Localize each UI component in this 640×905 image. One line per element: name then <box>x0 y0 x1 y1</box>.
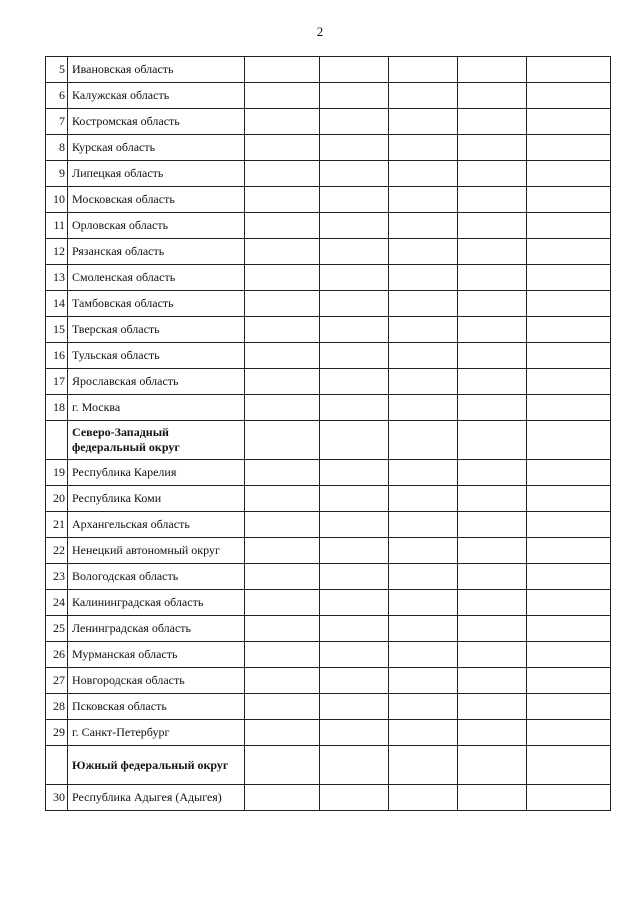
row-number: 27 <box>46 668 68 694</box>
empty-cell <box>527 785 611 811</box>
empty-cell <box>245 746 320 785</box>
region-name: Тверская область <box>68 317 245 343</box>
region-name: Костромская область <box>68 109 245 135</box>
empty-cell <box>320 512 389 538</box>
table-row <box>46 239 611 265</box>
row-number: 6 <box>46 83 68 109</box>
empty-cell <box>527 616 611 642</box>
empty-cell <box>389 486 458 512</box>
empty-cell <box>458 135 527 161</box>
empty-cell <box>389 291 458 317</box>
row-number: 9 <box>46 161 68 187</box>
empty-cell <box>389 616 458 642</box>
row-number: 22 <box>46 538 68 564</box>
table-row <box>46 616 611 642</box>
empty-cell <box>389 239 458 265</box>
row-number: 8 <box>46 135 68 161</box>
empty-cell <box>458 512 527 538</box>
row-number: 24 <box>46 590 68 616</box>
district-name: Северо-Западный федеральный округ <box>68 421 245 460</box>
empty-cell <box>245 538 320 564</box>
empty-cell <box>458 616 527 642</box>
table-row <box>46 642 611 668</box>
empty-cell <box>389 421 458 460</box>
empty-cell <box>320 590 389 616</box>
region-name: Калининградская область <box>68 590 245 616</box>
empty-cell <box>245 694 320 720</box>
empty-cell <box>527 83 611 109</box>
region-name: Республика Карелия <box>68 460 245 486</box>
empty-cell <box>458 239 527 265</box>
empty-cell <box>320 135 389 161</box>
region-name: Московская область <box>68 187 245 213</box>
empty-cell <box>320 720 389 746</box>
region-name: Ленинградская область <box>68 616 245 642</box>
empty-cell <box>320 746 389 785</box>
row-number: 25 <box>46 616 68 642</box>
district-header-row <box>46 746 611 785</box>
empty-cell <box>458 590 527 616</box>
empty-cell <box>245 317 320 343</box>
table-row <box>46 720 611 746</box>
empty-cell <box>320 395 389 421</box>
table-row <box>46 317 611 343</box>
empty-cell <box>320 291 389 317</box>
table-row <box>46 291 611 317</box>
empty-cell <box>320 109 389 135</box>
row-number: 11 <box>46 213 68 239</box>
empty-cell <box>245 239 320 265</box>
row-number: 12 <box>46 239 68 265</box>
table-row <box>46 785 611 811</box>
row-number <box>46 421 68 460</box>
row-number: 7 <box>46 109 68 135</box>
empty-cell <box>245 135 320 161</box>
region-name: Ярославская область <box>68 369 245 395</box>
region-name: Псковская область <box>68 694 245 720</box>
empty-cell <box>458 746 527 785</box>
table-row <box>46 83 611 109</box>
empty-cell <box>527 161 611 187</box>
empty-cell <box>458 460 527 486</box>
empty-cell <box>389 642 458 668</box>
row-number: 30 <box>46 785 68 811</box>
empty-cell <box>320 317 389 343</box>
empty-cell <box>245 486 320 512</box>
empty-cell <box>527 746 611 785</box>
empty-cell <box>458 486 527 512</box>
empty-cell <box>527 720 611 746</box>
empty-cell <box>389 317 458 343</box>
region-name: Калужская область <box>68 83 245 109</box>
empty-cell <box>245 668 320 694</box>
empty-cell <box>320 616 389 642</box>
empty-cell <box>527 369 611 395</box>
empty-cell <box>527 421 611 460</box>
empty-cell <box>320 460 389 486</box>
empty-cell <box>527 213 611 239</box>
district-name: Южный федеральный округ <box>68 746 245 785</box>
empty-cell <box>458 421 527 460</box>
table-row <box>46 538 611 564</box>
empty-cell <box>389 57 458 83</box>
table-row <box>46 512 611 538</box>
row-number: 20 <box>46 486 68 512</box>
empty-cell <box>389 83 458 109</box>
region-name: Курская область <box>68 135 245 161</box>
empty-cell <box>458 538 527 564</box>
empty-cell <box>245 213 320 239</box>
region-name: Вологодская область <box>68 564 245 590</box>
region-name: г. Санкт-Петербург <box>68 720 245 746</box>
region-name: г. Москва <box>68 395 245 421</box>
table-row <box>46 161 611 187</box>
empty-cell <box>458 109 527 135</box>
row-number: 13 <box>46 265 68 291</box>
row-number: 23 <box>46 564 68 590</box>
region-name: Липецкая область <box>68 161 245 187</box>
empty-cell <box>389 213 458 239</box>
region-name: Ненецкий автономный округ <box>68 538 245 564</box>
table-row <box>46 135 611 161</box>
empty-cell <box>527 109 611 135</box>
empty-cell <box>245 265 320 291</box>
empty-cell <box>389 343 458 369</box>
empty-cell <box>245 291 320 317</box>
table-row <box>46 187 611 213</box>
empty-cell <box>458 187 527 213</box>
empty-cell <box>458 720 527 746</box>
row-number: 21 <box>46 512 68 538</box>
empty-cell <box>458 291 527 317</box>
table-row <box>46 486 611 512</box>
empty-cell <box>245 512 320 538</box>
empty-cell <box>458 668 527 694</box>
empty-cell <box>458 57 527 83</box>
regions-table-body <box>46 57 611 811</box>
empty-cell <box>320 564 389 590</box>
empty-cell <box>320 421 389 460</box>
empty-cell <box>389 135 458 161</box>
table-row <box>46 343 611 369</box>
empty-cell <box>389 720 458 746</box>
empty-cell <box>527 460 611 486</box>
empty-cell <box>320 187 389 213</box>
row-number: 17 <box>46 369 68 395</box>
empty-cell <box>527 694 611 720</box>
empty-cell <box>527 265 611 291</box>
region-name: Мурманская область <box>68 642 245 668</box>
empty-cell <box>245 564 320 590</box>
empty-cell <box>320 538 389 564</box>
row-number: 5 <box>46 57 68 83</box>
table-row <box>46 265 611 291</box>
empty-cell <box>245 109 320 135</box>
empty-cell <box>320 642 389 668</box>
empty-cell <box>389 694 458 720</box>
empty-cell <box>527 486 611 512</box>
row-number <box>46 746 68 785</box>
empty-cell <box>458 213 527 239</box>
empty-cell <box>320 239 389 265</box>
region-name: Республика Адыгея (Адыгея) <box>68 785 245 811</box>
region-name: Тамбовская область <box>68 291 245 317</box>
empty-cell <box>245 421 320 460</box>
empty-cell <box>389 590 458 616</box>
empty-cell <box>245 187 320 213</box>
row-number: 10 <box>46 187 68 213</box>
empty-cell <box>245 83 320 109</box>
empty-cell <box>527 668 611 694</box>
empty-cell <box>527 57 611 83</box>
table-row <box>46 668 611 694</box>
empty-cell <box>245 785 320 811</box>
empty-cell <box>245 57 320 83</box>
empty-cell <box>320 343 389 369</box>
row-number: 18 <box>46 395 68 421</box>
table-row <box>46 213 611 239</box>
region-name: Рязанская область <box>68 239 245 265</box>
empty-cell <box>527 395 611 421</box>
empty-cell <box>458 161 527 187</box>
empty-cell <box>527 564 611 590</box>
empty-cell <box>389 564 458 590</box>
empty-cell <box>389 668 458 694</box>
region-name: Тульская область <box>68 343 245 369</box>
empty-cell <box>527 291 611 317</box>
empty-cell <box>389 109 458 135</box>
empty-cell <box>527 317 611 343</box>
table-row <box>46 460 611 486</box>
empty-cell <box>527 512 611 538</box>
empty-cell <box>458 564 527 590</box>
table-row <box>46 369 611 395</box>
table-row <box>46 57 611 83</box>
empty-cell <box>527 239 611 265</box>
empty-cell <box>389 512 458 538</box>
empty-cell <box>458 83 527 109</box>
row-number: 29 <box>46 720 68 746</box>
row-number: 28 <box>46 694 68 720</box>
empty-cell <box>458 785 527 811</box>
empty-cell <box>245 395 320 421</box>
empty-cell <box>245 590 320 616</box>
empty-cell <box>389 785 458 811</box>
empty-cell <box>245 369 320 395</box>
empty-cell <box>389 395 458 421</box>
empty-cell <box>389 265 458 291</box>
empty-cell <box>320 161 389 187</box>
table-row <box>46 590 611 616</box>
empty-cell <box>245 720 320 746</box>
empty-cell <box>320 694 389 720</box>
empty-cell <box>527 538 611 564</box>
empty-cell <box>527 187 611 213</box>
empty-cell <box>458 642 527 668</box>
region-name: Орловская область <box>68 213 245 239</box>
region-name: Архангельская область <box>68 512 245 538</box>
empty-cell <box>389 460 458 486</box>
empty-cell <box>320 213 389 239</box>
empty-cell <box>458 694 527 720</box>
row-number: 15 <box>46 317 68 343</box>
empty-cell <box>458 317 527 343</box>
region-name: Новгородская область <box>68 668 245 694</box>
empty-cell <box>458 395 527 421</box>
empty-cell <box>527 642 611 668</box>
table-row <box>46 109 611 135</box>
empty-cell <box>527 135 611 161</box>
empty-cell <box>389 538 458 564</box>
empty-cell <box>458 343 527 369</box>
empty-cell <box>245 161 320 187</box>
empty-cell <box>458 265 527 291</box>
page-number: 2 <box>316 24 324 39</box>
empty-cell <box>458 369 527 395</box>
empty-cell <box>245 343 320 369</box>
empty-cell <box>245 460 320 486</box>
empty-cell <box>320 57 389 83</box>
row-number: 14 <box>46 291 68 317</box>
empty-cell <box>389 187 458 213</box>
table-row <box>46 564 611 590</box>
empty-cell <box>245 616 320 642</box>
region-name: Ивановская область <box>68 57 245 83</box>
table-row <box>46 694 611 720</box>
empty-cell <box>320 486 389 512</box>
district-header-row <box>46 421 611 460</box>
row-number: 19 <box>46 460 68 486</box>
regions-table <box>45 56 611 811</box>
empty-cell <box>527 343 611 369</box>
region-name: Смоленская область <box>68 265 245 291</box>
empty-cell <box>320 83 389 109</box>
empty-cell <box>389 746 458 785</box>
row-number: 26 <box>46 642 68 668</box>
empty-cell <box>389 161 458 187</box>
row-number: 16 <box>46 343 68 369</box>
empty-cell <box>320 265 389 291</box>
region-name: Республика Коми <box>68 486 245 512</box>
empty-cell <box>320 369 389 395</box>
empty-cell <box>389 369 458 395</box>
empty-cell <box>245 642 320 668</box>
empty-cell <box>320 668 389 694</box>
table-row <box>46 395 611 421</box>
empty-cell <box>320 785 389 811</box>
empty-cell <box>527 590 611 616</box>
